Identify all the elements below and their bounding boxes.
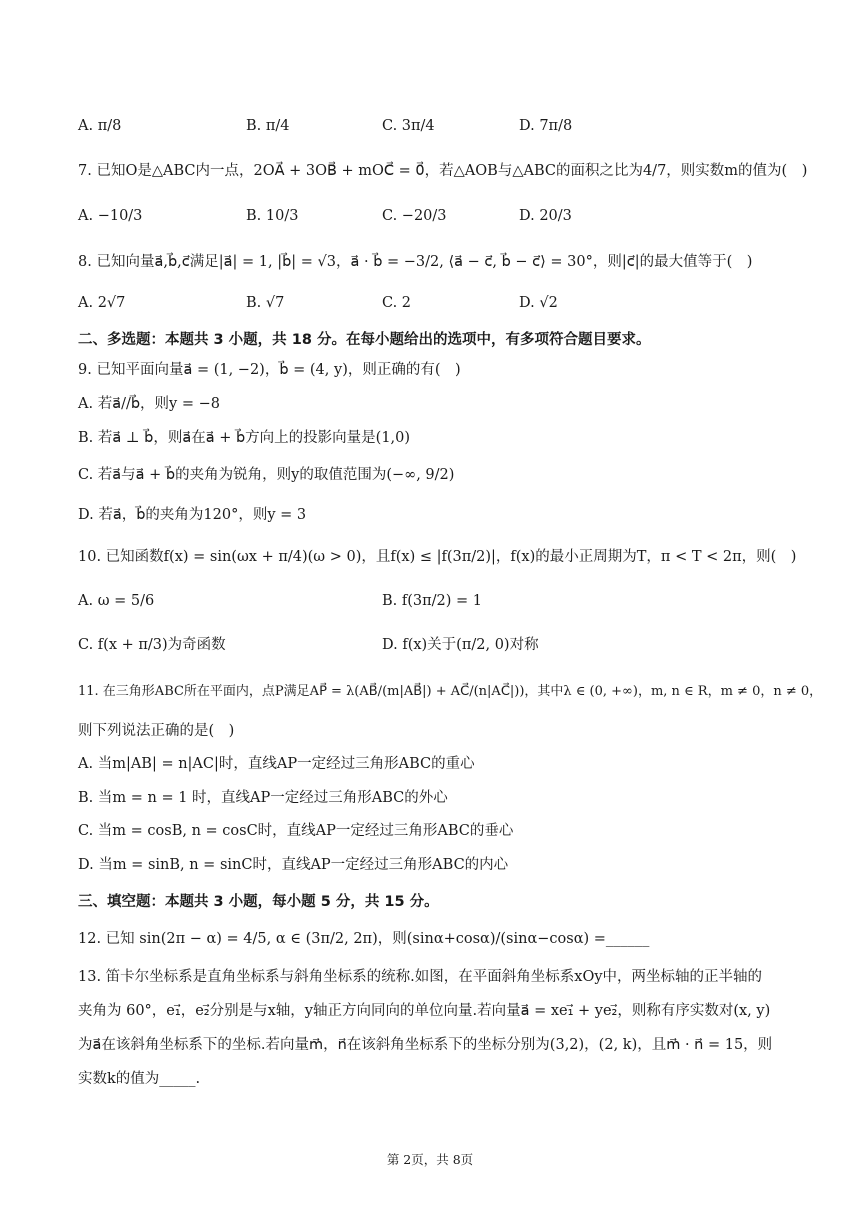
q11-option-b: B. 当m = n = 1 时，直线AP一定经过三角形ABC的外心 [78,790,448,806]
q11-option-a: A. 当m|AB| = n|AC|时，直线AP一定经过三角形ABC的重心 [78,756,475,772]
q6-option-b: B. π/4 [246,118,290,134]
q7-option-c: C. −20/3 [382,208,447,224]
q10-option-b: B. f(3π/2) = 1 [382,593,483,609]
q9-option-b: B. 若a⃗ ⊥ b⃗，则a⃗在a⃗ + b⃗方向上的投影向量是(1,0) [78,430,411,446]
q13-line2: 夹角为 60°，e₁⃗，e₂⃗分别是与x轴，y轴正方向同向的单位向量.若向量a⃗ = xe₁⃗ + ye₂⃗，则称有序实数对(x, y) [78,1003,771,1019]
q8-option-b: B. √7 [246,295,285,311]
q9-option-a: A. 若a⃗//b⃗，则y = −8 [78,396,220,412]
q13-line1: 13. 笛卡尔坐标系是直角坐标系与斜角坐标系的统称.如图，在平面斜角坐标系xOy中，两坐标轴的正半轴的 [78,969,763,985]
section-fill-in-heading: 三、填空题：本题共 3 小题，每小题 5 分，共 15 分。 [78,894,439,910]
q7-option-d: D. 20/3 [519,208,572,224]
q10-stem: 10. 已知函数f(x) = sin(ωx + π/4)(ω > 0)，且f(x) ≤ |f(3π/2)|，f(x)的最小正周期为T，π < T < 2π，则( ) [78,549,797,565]
q13-line4: 实数k的值为_____. [78,1071,201,1087]
q8-stem: 8. 已知向量a⃗,b⃗,c⃗满足|a⃗| = 1, |b⃗| = √3，a⃗ · b⃗ = −3/2, ⟨a⃗ − c⃗, b⃗ − c⃗⟩ = 30°，则|c⃗|的最大值等于( ) [78,254,753,270]
page-footer: 第 2页，共 8页 [386,1152,474,1167]
q10-option-a: A. ω = 5/6 [78,593,155,609]
q11-stem-line2: 则下列说法正确的是( ) [78,723,235,739]
q6-option-d: D. 7π/8 [519,118,573,134]
q11-option-c: C. 当m = cosB, n = cosC时，直线AP一定经过三角形ABC的垂心 [78,823,514,839]
q8-option-d: D. √2 [519,295,558,311]
q9-option-c: C. 若a⃗与a⃗ + b⃗的夹角为锐角，则y的取值范围为(−∞, 9/2) [78,467,455,483]
q11-option-d: D. 当m = sinB, n = sinC时，直线AP一定经过三角形ABC的内心 [78,857,509,873]
q7-stem: 7. 已知O是△ABC内一点，2OA⃗ + 3OB⃗ + mOC⃗ = 0⃗，若△AOB与△ABC的面积之比为4/7，则实数m的值为( ) [78,163,808,179]
q9-option-d: D. 若a⃗，b⃗的夹角为120°，则y = 3 [78,507,307,523]
section-multiple-choice-heading: 二、多选题：本题共 3 小题，共 18 分。在每小题给出的选项中，有多项符合题目要求。 [78,332,651,348]
q10-option-d: D. f(x)关于(π/2, 0)对称 [382,637,539,653]
q11-stem-line1: 11. 在三角形ABC所在平面内，点P满足AP⃗ = λ(AB⃗/(m|AB⃗|) + AC⃗/(n|AC⃗|))，其中λ ∈ (0, +∞)，m, n ∈ R，m ≠ 0，n ≠ 0， [78,684,823,699]
q12-stem: 12. 已知 sin(2π − α) = 4/5, α ∈ (3π/2, 2π)，则(sinα+cosα)/(sinα−cosα) =______ [78,931,650,947]
q7-option-a: A. −10/3 [78,208,143,224]
q8-option-c: C. 2 [382,295,412,311]
q13-line3: 为a⃗在该斜角坐标系下的坐标.若向量m⃗，n⃗在该斜角坐标系下的坐标分别为(3,2)，(2, k)，且m⃗ · n⃗ = 15，则 [78,1037,773,1053]
q8-option-a: A. 2√7 [78,295,126,311]
q9-stem: 9. 已知平面向量a⃗ = (1, −2)，b⃗ = (4, y)，则正确的有( ) [78,362,461,378]
q6-option-c: C. 3π/4 [382,118,435,134]
q10-option-c: C. f(x + π/3)为奇函数 [78,637,226,653]
q7-option-b: B. 10/3 [246,208,299,224]
q6-option-a: A. π/8 [78,118,122,134]
